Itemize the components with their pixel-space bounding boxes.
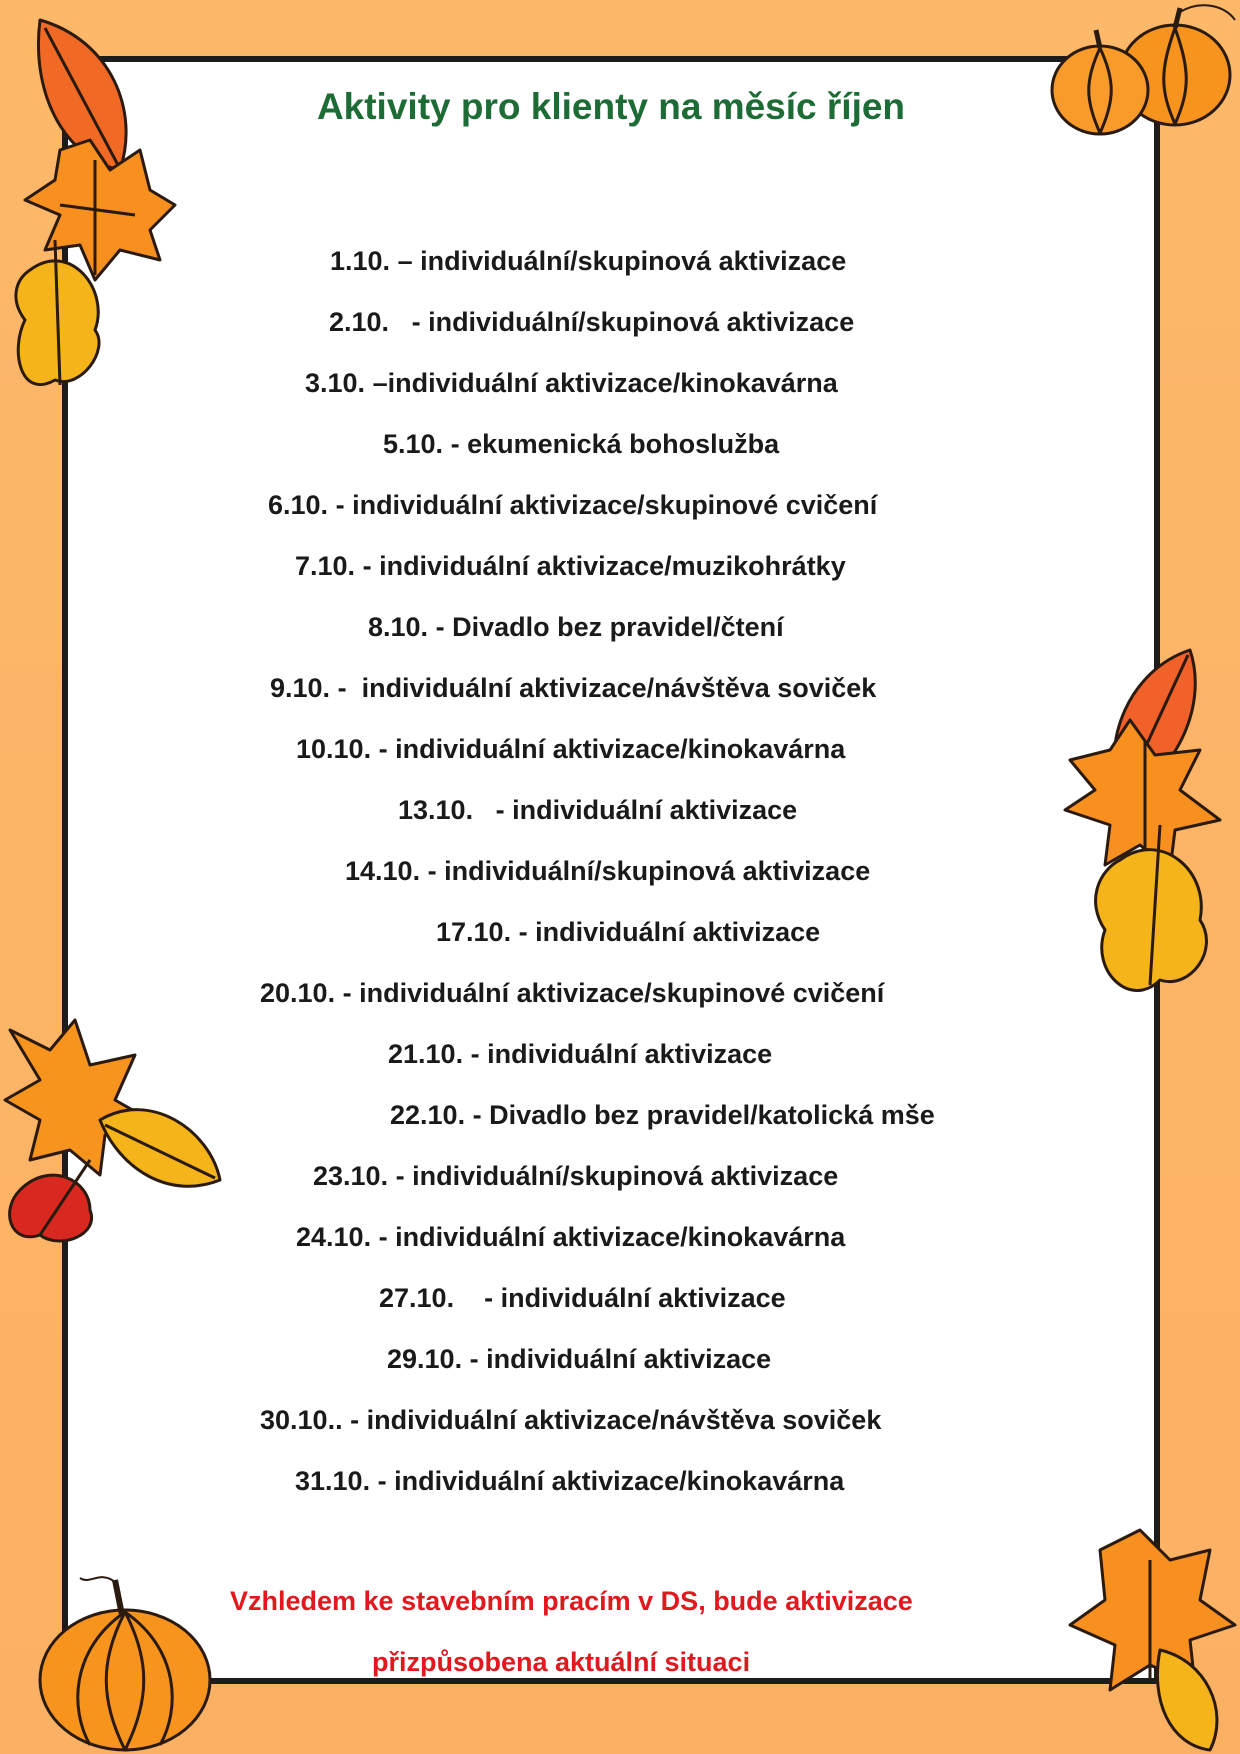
schedule-item bbox=[388, 1036, 772, 1072]
schedule-text: - individuální/skupinová aktivizace bbox=[427, 856, 871, 886]
schedule-item bbox=[296, 1219, 845, 1255]
schedule-date: 17.10. bbox=[436, 917, 512, 947]
schedule-item bbox=[387, 1341, 771, 1377]
schedule-text: - individuální/skupinová aktivizace bbox=[396, 307, 855, 337]
schedule-item bbox=[330, 243, 846, 279]
schedule-date: 7.10. bbox=[295, 551, 356, 581]
schedule-date: 23.10. bbox=[313, 1161, 389, 1191]
schedule-text: - individuální aktivizace/návštěva soviček bbox=[337, 673, 877, 703]
schedule-date: 3.10. bbox=[305, 368, 366, 398]
schedule-item bbox=[345, 853, 870, 889]
schedule-text: - individuální aktivizace/návštěva soviček bbox=[350, 1405, 882, 1435]
schedule-text: - individuální aktivizace bbox=[518, 917, 821, 947]
schedule-date: 10.10. bbox=[296, 734, 372, 764]
schedule-item bbox=[260, 975, 884, 1011]
schedule-text: - individuální aktivizace/skupinové cvičení bbox=[342, 978, 885, 1008]
schedule-date: 2.10. bbox=[329, 307, 390, 337]
schedule-date: 22.10. bbox=[390, 1100, 466, 1130]
schedule-date: 9.10. bbox=[270, 673, 331, 703]
notice-line-1: Vzhledem ke stavebním pracím v DS, bude aktivizace bbox=[230, 1586, 913, 1616]
schedule-item bbox=[390, 1097, 935, 1133]
schedule-item bbox=[398, 792, 797, 828]
schedule-date: 20.10. bbox=[260, 978, 336, 1008]
schedule-date: 13.10. bbox=[398, 795, 474, 825]
schedule-item bbox=[270, 670, 876, 706]
schedule-item bbox=[296, 731, 845, 767]
schedule-item bbox=[295, 548, 846, 584]
page-title: Aktivity pro klienty na měsíc říjen bbox=[316, 86, 906, 127]
schedule-text: – individuální/skupinová aktivizace bbox=[397, 246, 847, 276]
schedule-text: - individuální aktivizace/muzikohrátky bbox=[362, 551, 846, 581]
schedule-text: - individuální aktivizace/kinokavárna bbox=[377, 1466, 845, 1496]
schedule-item bbox=[379, 1280, 786, 1316]
schedule-date: 5.10. bbox=[383, 429, 444, 459]
schedule-item bbox=[268, 487, 877, 523]
schedule-item bbox=[436, 914, 820, 950]
schedule-text: - individuální/skupinová aktivizace bbox=[395, 1161, 839, 1191]
schedule-item bbox=[260, 1402, 881, 1438]
schedule-date: 6.10. bbox=[268, 490, 329, 520]
notice-line-2: přizpůsobena aktuální situaci bbox=[372, 1647, 751, 1677]
schedule-text: - individuální aktivizace/skupinové cvičení bbox=[335, 490, 878, 520]
schedule-date: 14.10. bbox=[345, 856, 421, 886]
schedule-item bbox=[305, 365, 838, 401]
schedule-text: –individuální aktivizace/kinokavárna bbox=[372, 368, 838, 398]
schedule-item bbox=[295, 1463, 844, 1499]
schedule-item bbox=[383, 426, 779, 462]
schedule-date: 27.10. bbox=[379, 1283, 455, 1313]
schedule-date: 24.10. bbox=[296, 1222, 372, 1252]
schedule-text: - individuální aktivizace/kinokavárna bbox=[378, 1222, 846, 1252]
schedule-text: - individuální aktivizace bbox=[480, 795, 798, 825]
schedule-date: 30.10.. bbox=[260, 1405, 343, 1435]
schedule-text: - individuální aktivizace bbox=[470, 1039, 773, 1069]
schedule-date: 1.10. bbox=[330, 246, 391, 276]
schedule-date: 8.10. bbox=[368, 612, 429, 642]
schedule-text: - Divadlo bez pravidel/katolická mše bbox=[472, 1100, 935, 1130]
schedule-text: - Divadlo bez pravidel/čtení bbox=[435, 612, 784, 642]
schedule-text: - individuální aktivizace/kinokavárna bbox=[378, 734, 846, 764]
schedule-item bbox=[313, 1158, 838, 1194]
schedule-text: - individuální aktivizace bbox=[461, 1283, 786, 1313]
schedule-date: 31.10. bbox=[295, 1466, 371, 1496]
schedule-text: - individuální aktivizace bbox=[469, 1344, 772, 1374]
schedule-item bbox=[368, 609, 784, 645]
schedule-date: 29.10. bbox=[387, 1344, 463, 1374]
schedule-item bbox=[329, 304, 854, 340]
schedule-date: 21.10. bbox=[388, 1039, 464, 1069]
schedule-text: - ekumenická bohoslužba bbox=[450, 429, 780, 459]
